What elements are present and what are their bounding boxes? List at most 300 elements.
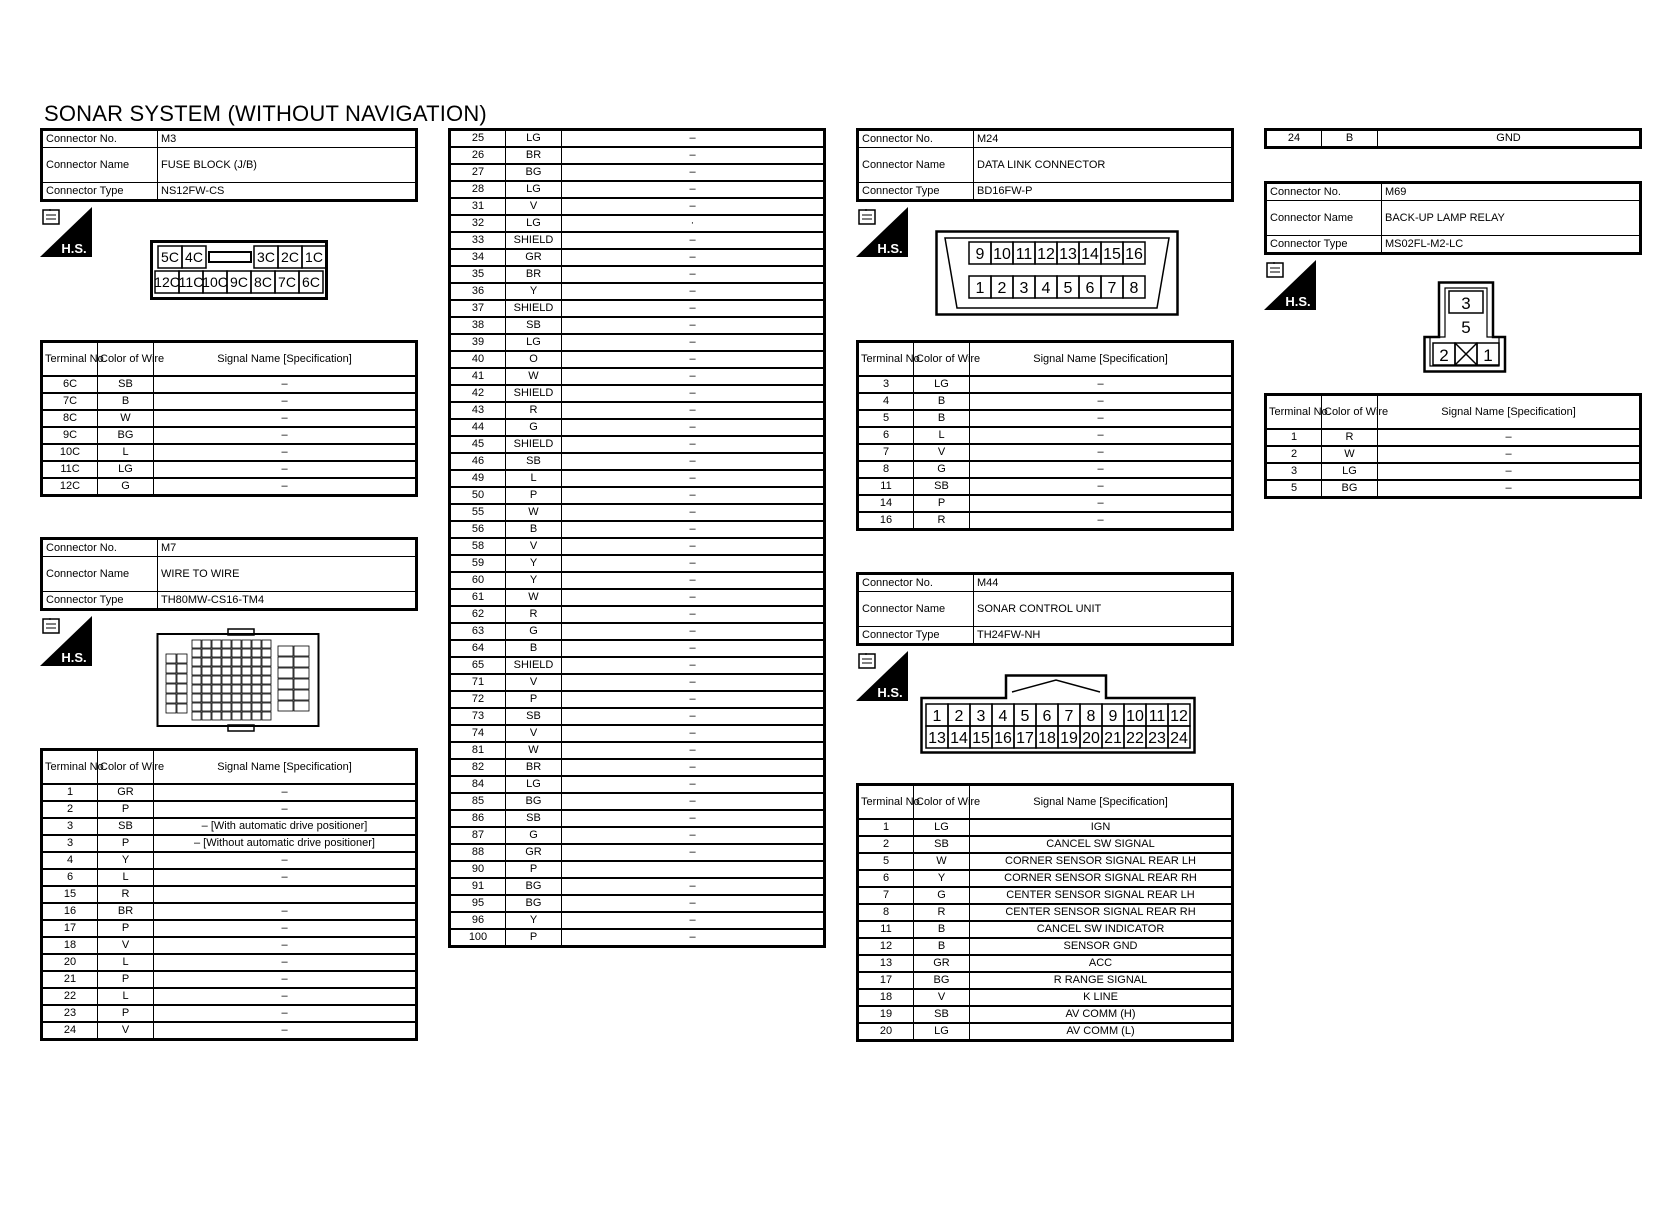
table-row bbox=[450, 674, 825, 691]
pin-label: 10C bbox=[202, 274, 228, 291]
terminal-no-cell: 84 bbox=[450, 776, 506, 793]
cavity bbox=[232, 676, 241, 684]
cavity bbox=[252, 667, 261, 675]
table-row bbox=[1266, 130, 1641, 148]
table-row bbox=[450, 402, 825, 419]
table-row bbox=[450, 691, 825, 708]
cavity bbox=[262, 685, 271, 693]
table-row bbox=[450, 793, 825, 810]
terminal-no-cell: 43 bbox=[450, 402, 506, 419]
terminal-no-cell: 59 bbox=[450, 555, 506, 572]
signal-name-cell: – bbox=[562, 691, 825, 708]
table-row bbox=[858, 921, 1233, 938]
cavity bbox=[202, 640, 211, 648]
table-row bbox=[450, 810, 825, 827]
terminal-no-cell: 9C bbox=[42, 427, 98, 444]
cavity bbox=[294, 657, 309, 667]
signal-name-cell: – bbox=[562, 147, 825, 164]
signal-name-cell: – bbox=[562, 674, 825, 691]
connector-m24-info bbox=[856, 128, 1234, 202]
cavity bbox=[232, 703, 241, 711]
pin-label: 14 bbox=[950, 729, 968, 747]
table-row bbox=[450, 708, 825, 725]
wire-color-cell: O bbox=[506, 351, 562, 368]
label-connector-no: Connector No. bbox=[1266, 183, 1382, 201]
wire-color-cell: SHIELD bbox=[506, 385, 562, 402]
signal-name-cell: – bbox=[154, 1005, 417, 1022]
signal-name-cell: – bbox=[970, 393, 1233, 410]
pin-label: 10 bbox=[993, 245, 1011, 263]
cavity bbox=[166, 704, 176, 713]
wire-color-cell: P bbox=[98, 971, 154, 988]
signal-name-cell: – bbox=[970, 512, 1233, 530]
terminal-no-cell: 39 bbox=[450, 334, 506, 351]
signal-name-cell: – bbox=[154, 869, 417, 886]
signal-name-cell: – [Without automatic drive positioner] bbox=[154, 835, 417, 852]
table-row bbox=[450, 487, 825, 504]
table-row bbox=[858, 853, 1233, 870]
signal-name-cell: – bbox=[562, 538, 825, 555]
terminal-no-cell: 56 bbox=[450, 521, 506, 538]
wire-color-cell: LG bbox=[506, 130, 562, 148]
signal-name-cell: – bbox=[970, 427, 1233, 444]
hs-label: H.S. bbox=[61, 650, 87, 665]
wire-color-cell: V bbox=[98, 937, 154, 954]
pin-label: 9 bbox=[1108, 707, 1118, 725]
terminal-no-cell: 12 bbox=[858, 938, 914, 955]
pin-label: 23 bbox=[1148, 729, 1166, 747]
wire-color-cell: SB bbox=[914, 1006, 970, 1023]
terminal-no-cell: 31 bbox=[450, 198, 506, 215]
signal-name-cell: ACC bbox=[970, 955, 1233, 972]
cavity bbox=[242, 658, 251, 666]
header-signal-name: Signal Name [Specification] bbox=[1378, 395, 1641, 430]
pin-label: 6 bbox=[1042, 707, 1052, 725]
wire-color-cell: GR bbox=[914, 955, 970, 972]
terminal-no-cell: 61 bbox=[450, 589, 506, 606]
terminal-no-cell: 73 bbox=[450, 708, 506, 725]
table-row bbox=[450, 334, 825, 351]
wire-color-cell: W bbox=[506, 368, 562, 385]
cavity bbox=[262, 658, 271, 666]
pin-label: 2 bbox=[997, 279, 1007, 297]
signal-name-cell: – bbox=[154, 852, 417, 869]
terminal-no-cell: 91 bbox=[450, 878, 506, 895]
terminal-no-cell: 7 bbox=[858, 887, 914, 904]
cavity bbox=[242, 640, 251, 648]
cavity bbox=[202, 703, 211, 711]
wire-color-cell: B bbox=[914, 410, 970, 427]
cavity bbox=[278, 657, 293, 667]
wire-color-cell: P bbox=[98, 801, 154, 818]
terminal-no-cell: 37 bbox=[450, 300, 506, 317]
wire-color-cell: LG bbox=[98, 461, 154, 478]
signal-name-cell: – bbox=[154, 801, 417, 818]
terminal-no-cell: 18 bbox=[42, 937, 98, 954]
wire-color-cell: W bbox=[1322, 446, 1378, 463]
header-terminal-no: Terminal No. bbox=[42, 750, 98, 785]
cavity bbox=[192, 658, 201, 666]
table-row bbox=[42, 886, 417, 903]
signal-name-cell: – bbox=[562, 759, 825, 776]
pin-label: 19 bbox=[1060, 729, 1078, 747]
cavity bbox=[202, 658, 211, 666]
terminal-no-cell: 24 bbox=[1266, 130, 1322, 148]
cavity bbox=[222, 685, 231, 693]
pin-label: 12C bbox=[154, 274, 180, 291]
signal-name-cell: – bbox=[154, 393, 417, 410]
wire-color-cell: SB bbox=[506, 317, 562, 334]
table-row bbox=[450, 861, 825, 878]
signal-name-cell: – bbox=[154, 954, 417, 971]
cavity bbox=[202, 712, 211, 720]
header-color-of-wire: Color of Wire bbox=[914, 785, 970, 820]
terminal-no-cell: 3 bbox=[858, 376, 914, 393]
table-row bbox=[450, 555, 825, 572]
label-connector-no: Connector No. bbox=[42, 539, 158, 557]
pin-label: 10 bbox=[1126, 707, 1144, 725]
signal-name-cell: – bbox=[562, 929, 825, 947]
pin-label: 8 bbox=[1086, 707, 1096, 725]
wire-color-cell: R bbox=[914, 512, 970, 530]
wire-color-cell: R bbox=[506, 402, 562, 419]
cavity bbox=[262, 703, 271, 711]
signal-name-cell: CORNER SENSOR SIGNAL REAR LH bbox=[970, 853, 1233, 870]
terminal-no-cell: 86 bbox=[450, 810, 506, 827]
connector-type-value: BD16FW-P bbox=[974, 183, 1233, 201]
table-row bbox=[42, 937, 417, 954]
label-connector-type: Connector Type bbox=[42, 592, 158, 610]
signal-name-cell: – bbox=[562, 334, 825, 351]
pin-label: 7 bbox=[1064, 707, 1074, 725]
table-row bbox=[450, 470, 825, 487]
terminal-no-cell: 6 bbox=[42, 869, 98, 886]
cavity bbox=[252, 685, 261, 693]
wire-color-cell: P bbox=[506, 487, 562, 504]
wire-color-cell: L bbox=[506, 470, 562, 487]
cavity bbox=[166, 674, 176, 683]
connector-m44-info bbox=[856, 572, 1234, 646]
wire-color-cell: V bbox=[914, 989, 970, 1006]
cavity bbox=[166, 654, 176, 663]
cavity bbox=[222, 658, 231, 666]
cavity bbox=[222, 694, 231, 702]
terminal-no-cell: 50 bbox=[450, 487, 506, 504]
terminal-no-cell: 55 bbox=[450, 504, 506, 521]
label-connector-type: Connector Type bbox=[858, 183, 974, 201]
harness-side-icon bbox=[40, 207, 92, 257]
table-row bbox=[858, 1023, 1233, 1041]
wire-color-cell: V bbox=[506, 674, 562, 691]
wire-color-cell: W bbox=[506, 504, 562, 521]
wire-color-cell: Y bbox=[506, 283, 562, 300]
signal-name-cell: – bbox=[562, 623, 825, 640]
terminal-no-cell: 5 bbox=[858, 853, 914, 870]
signal-name-cell: – bbox=[970, 478, 1233, 495]
table-row bbox=[450, 878, 825, 895]
signal-name-cell: – bbox=[562, 283, 825, 300]
terminal-no-cell: 85 bbox=[450, 793, 506, 810]
cavity bbox=[252, 676, 261, 684]
wire-color-cell: R bbox=[1322, 429, 1378, 446]
pin-label: 15 bbox=[1103, 245, 1121, 263]
connector-type-value: MS02FL-M2-LC bbox=[1382, 236, 1641, 254]
wire-color-cell: B bbox=[914, 938, 970, 955]
signal-name-cell: – bbox=[970, 444, 1233, 461]
table-row bbox=[42, 1005, 417, 1022]
table-row bbox=[450, 572, 825, 589]
terminal-no-cell: 45 bbox=[450, 436, 506, 453]
terminal-no-cell: 7C bbox=[42, 393, 98, 410]
pin-label: 13 bbox=[928, 729, 946, 747]
signal-name-cell: – bbox=[1378, 463, 1641, 480]
connector-m69-signal-table bbox=[1264, 393, 1642, 499]
wire-color-cell: L bbox=[98, 954, 154, 971]
wire-color-cell: SB bbox=[914, 836, 970, 853]
pin-label: 13 bbox=[1059, 245, 1077, 263]
cavity bbox=[212, 649, 221, 657]
cavity bbox=[252, 658, 261, 666]
table-row bbox=[450, 351, 825, 368]
table-row bbox=[42, 835, 417, 852]
wire-color-cell: R bbox=[914, 904, 970, 921]
signal-name-cell: CORNER SENSOR SIGNAL REAR RH bbox=[970, 870, 1233, 887]
terminal-no-cell: 2 bbox=[858, 836, 914, 853]
table-row bbox=[450, 198, 825, 215]
table-row bbox=[1266, 463, 1641, 480]
terminal-no-cell: 8 bbox=[858, 461, 914, 478]
terminal-no-cell: 88 bbox=[450, 844, 506, 861]
terminal-no-cell: 10C bbox=[42, 444, 98, 461]
connector-type-value: TH24FW-NH bbox=[974, 627, 1233, 645]
signal-name-cell: – bbox=[970, 461, 1233, 478]
terminal-no-cell: 65 bbox=[450, 657, 506, 674]
pin-label: 9C bbox=[230, 274, 248, 291]
table-row bbox=[450, 589, 825, 606]
terminal-no-cell: 4 bbox=[858, 393, 914, 410]
wire-color-cell: BG bbox=[506, 895, 562, 912]
table-row bbox=[450, 368, 825, 385]
cavity bbox=[222, 676, 231, 684]
pin-label: 18 bbox=[1038, 729, 1056, 747]
cavity bbox=[294, 690, 309, 700]
table-row bbox=[42, 920, 417, 937]
cavity bbox=[262, 640, 271, 648]
label-connector-name: Connector Name bbox=[42, 557, 158, 592]
cavity bbox=[262, 667, 271, 675]
cavity bbox=[222, 667, 231, 675]
signal-name-cell: – bbox=[562, 198, 825, 215]
table-row bbox=[858, 955, 1233, 972]
table-row bbox=[450, 640, 825, 657]
wire-color-cell: B bbox=[506, 640, 562, 657]
terminal-no-cell: 63 bbox=[450, 623, 506, 640]
pin-label: 1 bbox=[1483, 346, 1493, 365]
terminal-no-cell: 74 bbox=[450, 725, 506, 742]
wire-color-cell: LG bbox=[506, 334, 562, 351]
table-row bbox=[42, 818, 417, 835]
cavity bbox=[212, 640, 221, 648]
connector-name-value: DATA LINK CONNECTOR bbox=[974, 148, 1233, 183]
wire-color-cell: P bbox=[506, 929, 562, 947]
header-color-of-wire: Color of Wire bbox=[98, 750, 154, 785]
signal-name-cell: – bbox=[562, 793, 825, 810]
terminal-no-cell: 17 bbox=[858, 972, 914, 989]
wire-color-cell: L bbox=[98, 869, 154, 886]
cavity bbox=[202, 649, 211, 657]
wire-color-cell: W bbox=[98, 410, 154, 427]
terminal-no-cell: 60 bbox=[450, 572, 506, 589]
table-row bbox=[42, 852, 417, 869]
terminal-no-cell: 12C bbox=[42, 478, 98, 496]
signal-name-cell: CENTER SENSOR SIGNAL REAR LH bbox=[970, 887, 1233, 904]
signal-name-cell: CENTER SENSOR SIGNAL REAR RH bbox=[970, 904, 1233, 921]
signal-name-cell: – bbox=[154, 784, 417, 801]
signal-name-cell: SENSOR GND bbox=[970, 938, 1233, 955]
label-connector-name: Connector Name bbox=[1266, 201, 1382, 236]
wire-color-cell: P bbox=[98, 1005, 154, 1022]
terminal-no-cell: 8C bbox=[42, 410, 98, 427]
table-row bbox=[858, 887, 1233, 904]
signal-name-cell: – bbox=[562, 368, 825, 385]
connector-type-value: TH80MW-CS16-TM4 bbox=[158, 592, 417, 610]
cavity bbox=[232, 685, 241, 693]
pin-label: 4 bbox=[1041, 279, 1051, 297]
wire-color-cell: W bbox=[506, 742, 562, 759]
cavity bbox=[232, 667, 241, 675]
pin-label: 6 bbox=[1085, 279, 1095, 297]
signal-name-cell: – bbox=[562, 640, 825, 657]
signal-name-cell: AV COMM (H) bbox=[970, 1006, 1233, 1023]
signal-name-cell: – bbox=[1378, 429, 1641, 446]
wire-color-cell: Y bbox=[506, 572, 562, 589]
wire-color-cell: W bbox=[506, 589, 562, 606]
table-row bbox=[858, 461, 1233, 478]
harness-side-icon bbox=[40, 616, 92, 666]
pin-label: 11 bbox=[1015, 245, 1033, 263]
signal-name-cell: – bbox=[562, 725, 825, 742]
terminal-no-cell: 96 bbox=[450, 912, 506, 929]
cavity bbox=[278, 690, 293, 700]
signal-name-cell: – bbox=[562, 385, 825, 402]
wire-color-cell: G bbox=[506, 623, 562, 640]
terminal-no-cell: 4 bbox=[42, 852, 98, 869]
cavity bbox=[242, 667, 251, 675]
signal-name-cell: – bbox=[562, 453, 825, 470]
signal-name-cell: – bbox=[562, 249, 825, 266]
pin-label: 5 bbox=[1063, 279, 1073, 297]
signal-name-cell: – bbox=[562, 351, 825, 368]
connector-m44-signal-table bbox=[856, 783, 1234, 1042]
cavity bbox=[242, 685, 251, 693]
wire-color-cell: P bbox=[98, 920, 154, 937]
signal-name-cell: – bbox=[154, 920, 417, 937]
wire-color-cell: SB bbox=[98, 376, 154, 393]
signal-name-cell: R RANGE SIGNAL bbox=[970, 972, 1233, 989]
connector-m24-signal-table bbox=[856, 340, 1234, 531]
harness-side-icon bbox=[856, 651, 908, 701]
table-row bbox=[42, 784, 417, 801]
pin-label: 3 bbox=[1019, 279, 1029, 297]
table-row bbox=[450, 232, 825, 249]
signal-name-cell bbox=[154, 886, 417, 903]
cavity bbox=[222, 640, 231, 648]
cavity bbox=[252, 640, 261, 648]
wire-color-cell: Y bbox=[506, 912, 562, 929]
terminal-no-cell: 6 bbox=[858, 870, 914, 887]
terminal-no-cell: 25 bbox=[450, 130, 506, 148]
wire-color-cell: BR bbox=[506, 759, 562, 776]
wire-color-cell: V bbox=[506, 538, 562, 555]
pin-label: 4 bbox=[998, 707, 1008, 725]
harness-side-icon bbox=[1264, 260, 1316, 310]
table-row bbox=[42, 954, 417, 971]
signal-name-cell: – bbox=[562, 844, 825, 861]
wire-color-cell: L bbox=[98, 988, 154, 1005]
connector-name-value: BACK-UP LAMP RELAY bbox=[1382, 201, 1641, 236]
terminal-no-cell: 27 bbox=[450, 164, 506, 181]
signal-name-cell: – bbox=[970, 410, 1233, 427]
cavity bbox=[192, 649, 201, 657]
wire-color-cell: BG bbox=[914, 972, 970, 989]
wire-color-cell: V bbox=[506, 198, 562, 215]
terminal-no-cell: 3 bbox=[1266, 463, 1322, 480]
wire-color-cell: LG bbox=[506, 776, 562, 793]
signal-name-cell bbox=[562, 861, 825, 878]
wire-color-cell: V bbox=[506, 725, 562, 742]
cavity bbox=[252, 694, 261, 702]
terminal-no-cell: 5 bbox=[1266, 480, 1322, 498]
table-row bbox=[858, 870, 1233, 887]
cavity bbox=[212, 676, 221, 684]
signal-name-cell: – bbox=[562, 470, 825, 487]
terminal-no-cell: 82 bbox=[450, 759, 506, 776]
table-row bbox=[42, 478, 417, 496]
wire-color-cell: GR bbox=[506, 249, 562, 266]
terminal-no-cell: 28 bbox=[450, 181, 506, 198]
signal-name-cell: CANCEL SW SIGNAL bbox=[970, 836, 1233, 853]
signal-name-cell: – bbox=[154, 461, 417, 478]
wire-color-cell: GR bbox=[98, 784, 154, 801]
wire-color-cell: Y bbox=[914, 870, 970, 887]
signal-name-cell: – bbox=[562, 589, 825, 606]
table-row bbox=[450, 742, 825, 759]
connector-no-value: M7 bbox=[158, 539, 417, 557]
signal-name-cell: – bbox=[562, 419, 825, 436]
connector-m7-info bbox=[40, 537, 418, 611]
hs-label: H.S. bbox=[61, 241, 87, 256]
table-row bbox=[42, 869, 417, 886]
signal-name-cell: – bbox=[154, 444, 417, 461]
terminal-no-cell: 41 bbox=[450, 368, 506, 385]
wire-color-cell: G bbox=[98, 478, 154, 496]
pin-label: 1 bbox=[975, 279, 985, 297]
harness-side-icon bbox=[856, 207, 908, 257]
pin-label: 7C bbox=[278, 274, 296, 291]
connector-no-value: M24 bbox=[974, 130, 1233, 148]
table-row bbox=[450, 844, 825, 861]
wire-color-cell: P bbox=[98, 835, 154, 852]
wire-color-cell: G bbox=[506, 419, 562, 436]
pin-label: 17 bbox=[1016, 729, 1034, 747]
table-row bbox=[42, 461, 417, 478]
table-row bbox=[858, 410, 1233, 427]
signal-name-cell: – bbox=[562, 436, 825, 453]
signal-name-cell: – bbox=[562, 878, 825, 895]
table-row bbox=[42, 971, 417, 988]
cavity bbox=[166, 684, 176, 693]
pin-label: 22 bbox=[1126, 729, 1144, 747]
